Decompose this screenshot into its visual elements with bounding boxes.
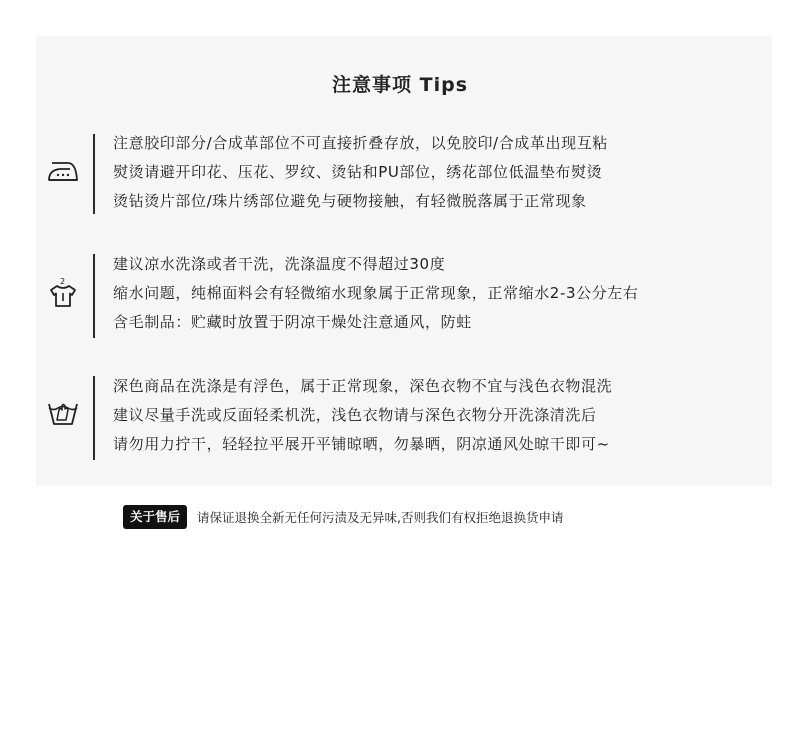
care-line: 含毛制品：贮藏时放置于阴凉干燥处注意通风，防蛀 — [113, 313, 472, 331]
care-line: 熨烫请避开印花、压花、罗纹、烫钻和PU部位，绣花部位低温垫布熨烫 — [113, 163, 603, 181]
section-lines — [113, 129, 608, 216]
care-line: 深色商品在洗涤是有浮色，属于正常现象，深色衣物不宜与浅色衣物混洗 — [113, 377, 613, 395]
iron-icon — [46, 158, 80, 192]
shirt-temperature-icon — [46, 276, 80, 310]
after-sales-note — [123, 504, 564, 530]
care-line: 请勿用力拧干，轻轻拉平展开平铺晾晒，勿暴晒，阴凉通风处晾干即可~ — [113, 435, 610, 453]
care-line: 烫钻烫片部位/珠片绣部位避免与硬物接触，有轻微脱落属于正常现象 — [113, 192, 587, 210]
page-title: 注意事项 Tips — [332, 74, 468, 96]
section-lines — [113, 250, 639, 337]
section-divider — [93, 134, 95, 214]
care-line: 缩水问题，纯棉面料会有轻微缩水现象属于正常现象，正常缩水2-3公分左右 — [113, 284, 639, 302]
after-sales-text: 请保证退换全新无任何污渍及无异味,否则我们有权拒绝退换货申请 — [197, 510, 564, 525]
after-sales-badge: 关于售后 — [123, 505, 187, 529]
care-line: 注意胶印部分/合成革部位不可直接折叠存放，以免胶印/合成革出现互粘 — [113, 134, 608, 152]
care-line: 建议尽量手洗或反面轻柔机洗，浅色衣物请与深色衣物分开洗涤清洗后 — [113, 406, 597, 424]
hand-wash-icon — [46, 398, 80, 432]
svg-text:2: 2 — [60, 277, 66, 286]
section-divider — [93, 376, 95, 460]
section-lines — [113, 372, 612, 459]
care-line: 建议凉水洗涤或者干洗，洗涤温度不得超过30度 — [113, 255, 446, 273]
section-divider — [93, 254, 95, 338]
